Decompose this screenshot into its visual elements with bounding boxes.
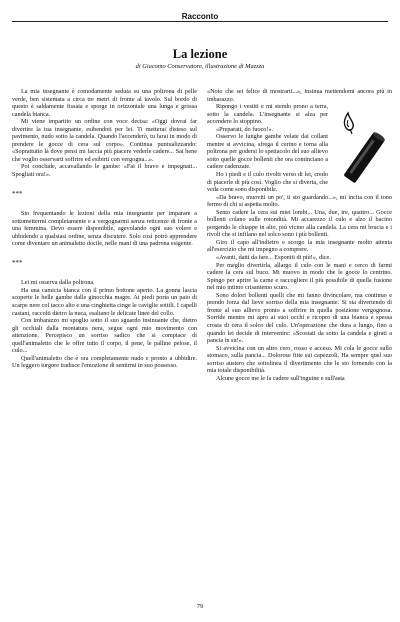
paragraph: Lei mi osserva dalla poltrona. <box>21 279 95 287</box>
paragraph: Ho i piedi e il culo rivolti verso di lei, credo di piacerle di più così. Voglio che si diverta, che veda come sono disponibile. <box>207 171 328 194</box>
paragraph: «Noto che sei felice di mostrarti...», insinua mettendomi ancora più in imbarazzo. <box>207 88 392 103</box>
paragraph: Quell'animaletto che è ora completamente nudo e pronto a ubbidire. Un leggero turgore tradisce l'emozione di sentirmi in suo possesso. <box>12 354 197 370</box>
paragraph: Sto frequentando le lezioni della mia insegnante per imparare a sottomettermi completamente e a vergognarmi senza reticenze di fronte a una femmina. Devo essere disponibile, agevolando ogni suo volere e ubbidendo a qualsiasi ordine, senza discutere. Solo così potrò apprendere come diventare un animaletto docile, nelle mani di una padrona esigente. <box>12 210 197 248</box>
paragraph: Alcune gocce me le fa cadere sull'inguine e sull'asta <box>216 374 345 382</box>
paragraph: «Preparati, do fuoco!». <box>216 125 274 133</box>
candle-illustration <box>332 103 392 185</box>
paragraph: La mia insegnante è comodamente seduta su una poltrona di pelle verde, ben sistemata a circa tre metri di fronte al tavolo. Sul bordo di questo è saldamente fissata e sporge in orizzontale una lunga e grossa candela bianca. <box>12 88 197 118</box>
paragraph: Giro il capo all'indietro e scorgo la mia insegnante molto attenta all'esercizio che mi impegno a comprere. <box>207 238 392 254</box>
paragraph: Con imbarazzo mi spoglio sotto il suo sguardo insinuante che, dietro gli occhiali dalla montatura nera, segue ogni mio movimento con attenzione. Percepisco un sorriso sadico che si compiace di quell'animaletto che le offre tutto il corpo, il pene, le palline pelose, il culo... <box>12 317 197 355</box>
right-column <box>207 88 392 382</box>
section-separator: *** <box>12 258 23 267</box>
paragraph: Sono dolori bollenti quelli che mi fanno divincolare, ma continuo e prendo forza dal lieve sorriso della mia insegnante. Si sta divertendo di fronte al suo allievo pronto a soffrire in quella posizione vergognosa. Sorride mentre mi apro ai suoi occhi e ricopro di una bianca e spessa crosta di cera il solco del culo. Un'operazione che dura a lungo, fino a quando lei decide di intervenire: «Scostati da sotto la candela e girati a pancia in su!». <box>207 291 392 345</box>
paragraph: Si avvicina con un altro cero, rosso e acceso. Mi cola le gocce sullo stomaco, sulla pancia... Dolorose fitte sui capezzoli. Ha sempre quel suo sorriso austero che sottolinea il divertimento che le sto fornendo con la mia totale disponibilità. <box>207 344 392 375</box>
paragraph: Osservo le lunghe gambe velate dai collant mentre si avvicina, sfrega il cerino e torna alla poltrona per godersi lo spettacolo del suo allievo sotto quelle gocce bollenti che ora cominciano a cadere cadenzate. <box>207 133 328 171</box>
article-title: La lezione <box>172 47 228 61</box>
paragraph: Poi conclude, accavallando le gambe: «Fai il bravo e impegnati... Spogliati ora!». <box>12 163 197 179</box>
left-column <box>12 88 197 370</box>
paragraph: Sento cadere la cera sui miei lombi... Una, due, tre, quattro... Gocce bollenti colano sulle rotondità. Mi accarezzo il culo e alzo il bacino porgendo le chiappe in alto, più vicino alla candela. La cera mi brucia e i rivoli che si infilano nel solco sono i più bollenti. <box>207 208 392 239</box>
paragraph: «Da bravo, muoviti un po', ti sto guardando...», mi incita con il tono fermo di chi si aspetta molto. <box>207 193 392 209</box>
paragraph: Ha una camicia bianca con il primo bottone aperto. La gonna lascia scoperte le belle gambe dalle ginocchia magre. Ai piedi porta un paio di scarpe nere col tacco alto e una cinghietta cinge le caviglie sottili. I capelli castani, raccolti dietro la nuca, esaltano le delicate linee del collo. <box>12 286 197 317</box>
section-label: Racconto <box>181 12 219 21</box>
section-separator: *** <box>12 189 23 198</box>
paragraph: Per meglio divertirla, allargo il culo con le mani e cerco di farmi cadere la cera sul buco. Mi muovo in modo che le gocce lo centrino. Spingo per aprire la carne e raccogliere il più possibile di quella fusione nel mio intimo crisantemo scuro. <box>207 261 392 292</box>
paragraph: Mi viene impartito un ordine con voce decisa: «Oggi dovrai far divertire la tua insegnante, esibendoti per lei. Ti metterai disteso sul pavimento, nudo sotto la candela. Quando l'accenderò, tu farai in modo di prendere le gocce di cera sul corpo». Continua puntualizzando: «Soprattutto là dove pensi mi faccia più piacere vederle cadere... Sai bene che voglio osservarti soffrire ed esibirti con vergogna...». <box>12 118 197 163</box>
candle-icon <box>336 107 392 187</box>
section-header <box>12 6 388 22</box>
paragraph: «Avanti, datti da fare... Esponiti di più!», dice. <box>216 254 331 262</box>
article-byline: di Giacomo Conservatore, illustrazione di Mazzza <box>135 63 265 70</box>
paragraph: Ripongo i vestiti e mi stendo prono a terra, sotto la candela. L'insegnante si alza per accendere lo stoppino. <box>207 103 328 126</box>
page-number: 79 <box>196 603 204 610</box>
